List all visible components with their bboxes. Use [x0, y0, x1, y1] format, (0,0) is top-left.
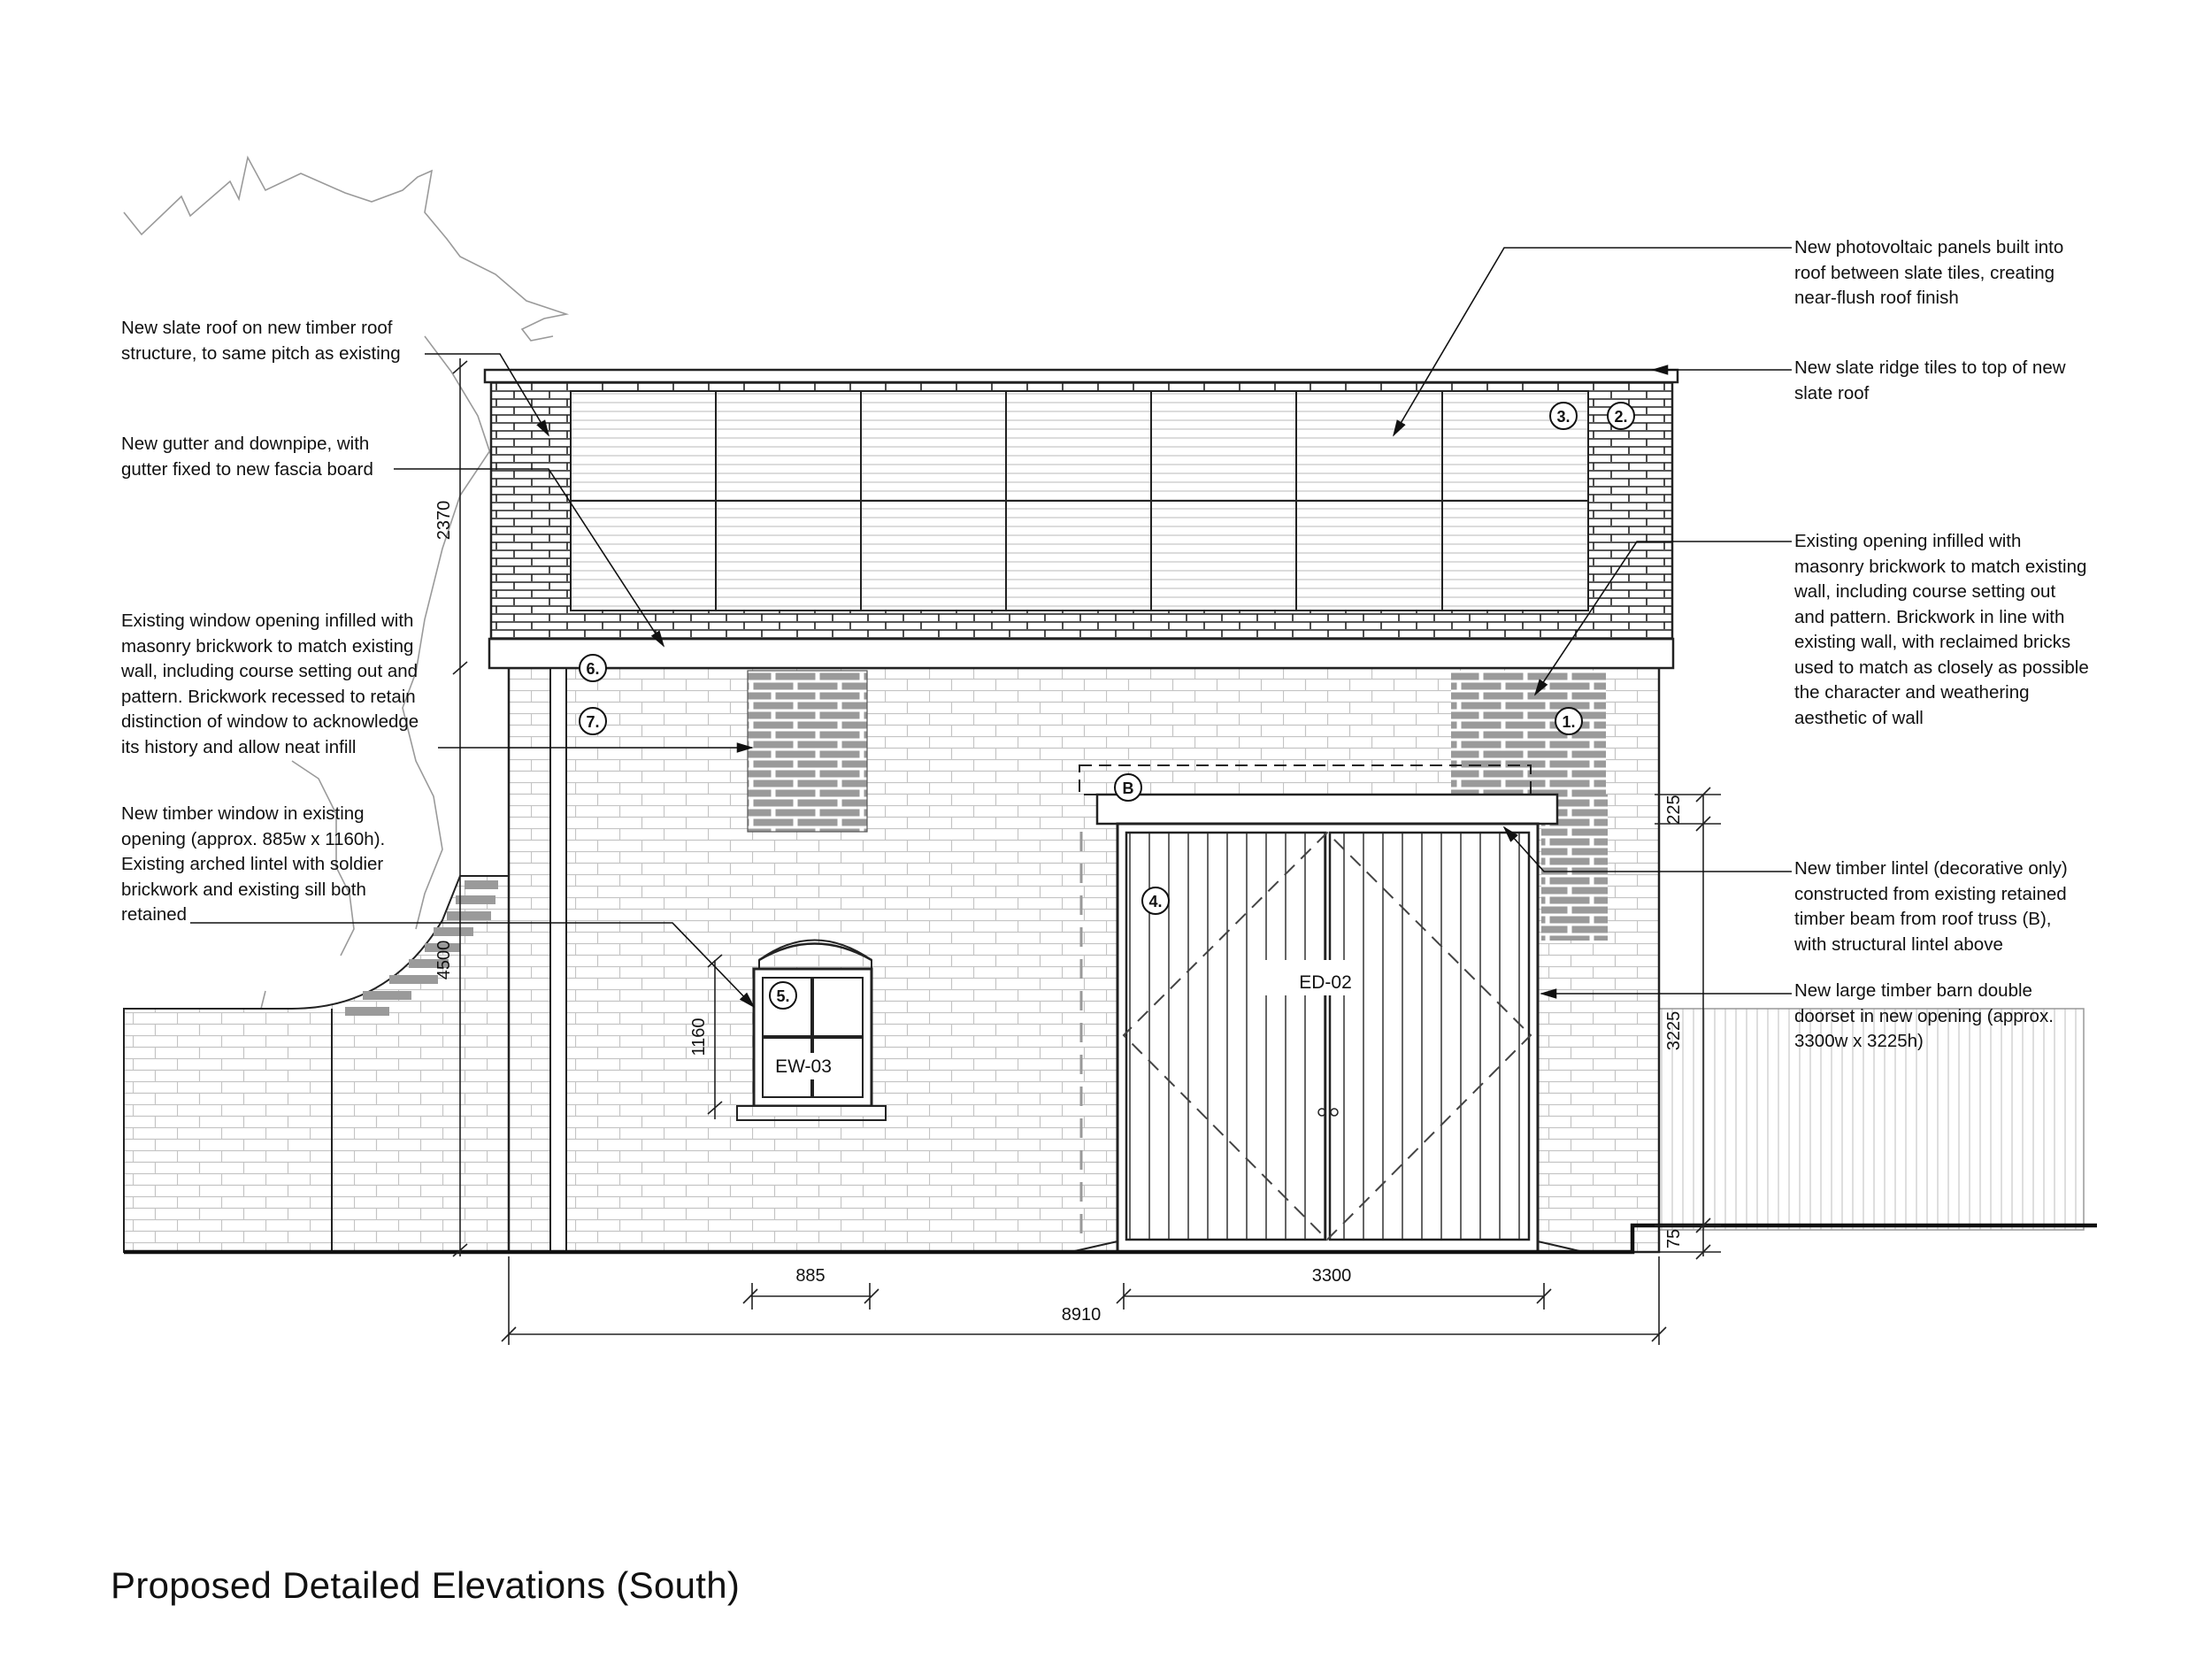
note-pv-panels: New photovoltaic panels built into roof between slate tiles, creating near-flush roof finish — [1794, 237, 2064, 308]
dim-door-height: 3225 — [1664, 1010, 1684, 1051]
tag-1 — [1555, 708, 1582, 734]
note-timber-window: New timber window in existing opening (approx. 885w x 1160h). Existing arched lintel with soldier brickwork and existing sill both retained — [121, 803, 386, 925]
timber-lintel — [1097, 795, 1557, 824]
dim-wall-height: 4500 — [434, 940, 454, 980]
downpipe — [550, 646, 566, 1252]
svg-text:1.: 1. — [1562, 713, 1576, 731]
window-reference: EW-03 — [775, 1056, 832, 1077]
door-reference: ED-02 — [1299, 972, 1352, 993]
tag-6 — [580, 655, 606, 681]
note-barn-door: New large timber barn double doorset in new opening (approx. 3300w x 3225h) — [1794, 980, 2054, 1051]
timber-window — [737, 941, 886, 1121]
svg-text:5.: 5. — [776, 987, 790, 1005]
dim-overall-width: 8910 — [1061, 1305, 1102, 1325]
infilled-window — [748, 671, 867, 832]
tag-2 — [1608, 403, 1634, 429]
dim-step: 75 — [1664, 1228, 1684, 1249]
drawing-title: Proposed Detailed Elevations (South) — [111, 1564, 741, 1606]
note-ridge-tiles: New slate ridge tiles to top of new slate roof — [1794, 357, 2066, 403]
note-gutter-downpipe: New gutter and downpipe, with gutter fixed to new fascia board — [121, 434, 373, 480]
svg-text:B: B — [1122, 780, 1134, 797]
tag-5 — [770, 982, 796, 1009]
note-window-infill: Existing window opening infilled with masonry brickwork to match existing wall, including course setting out and pattern. Brickwork recessed to retain distinction of window to acknowledge its history and allow neat infill — [121, 611, 419, 757]
note-timber-lintel: New timber lintel (decorative only) constructed from existing retained timber beam from roof truss (B), with structural lintel above — [1794, 858, 2068, 955]
note-opening-infill: Existing opening infilled with masonry brickwork to match existing wall, including course setting out and pattern. Brickwork in line with existing wall, with reclaimed bricks used to match as closely as possible the character and weathering aesthetic of wall — [1794, 531, 2089, 728]
dim-window-height: 1160 — [689, 1018, 709, 1056]
tag-4 — [1142, 887, 1169, 914]
barn-door — [1071, 824, 1584, 1252]
tag-3 — [1550, 403, 1577, 429]
dim-window-width: 885 — [795, 1266, 826, 1286]
tag-b — [1115, 774, 1141, 801]
svg-text:3.: 3. — [1556, 408, 1571, 426]
note-slate-roof: New slate roof on new timber roof structure, to same pitch as existing — [121, 318, 401, 364]
svg-text:7.: 7. — [586, 713, 600, 731]
dim-door-width: 3300 — [1311, 1266, 1352, 1286]
svg-text:6.: 6. — [586, 660, 600, 678]
svg-text:4.: 4. — [1148, 893, 1163, 910]
pv-panels — [571, 391, 1588, 611]
ridge-tiles — [485, 370, 1678, 382]
svg-text:2.: 2. — [1614, 408, 1628, 426]
dim-lintel-depth: 225 — [1664, 795, 1684, 825]
dim-roof-height: 2370 — [434, 500, 454, 541]
tag-7 — [580, 708, 606, 734]
fascia-board — [489, 639, 1673, 668]
